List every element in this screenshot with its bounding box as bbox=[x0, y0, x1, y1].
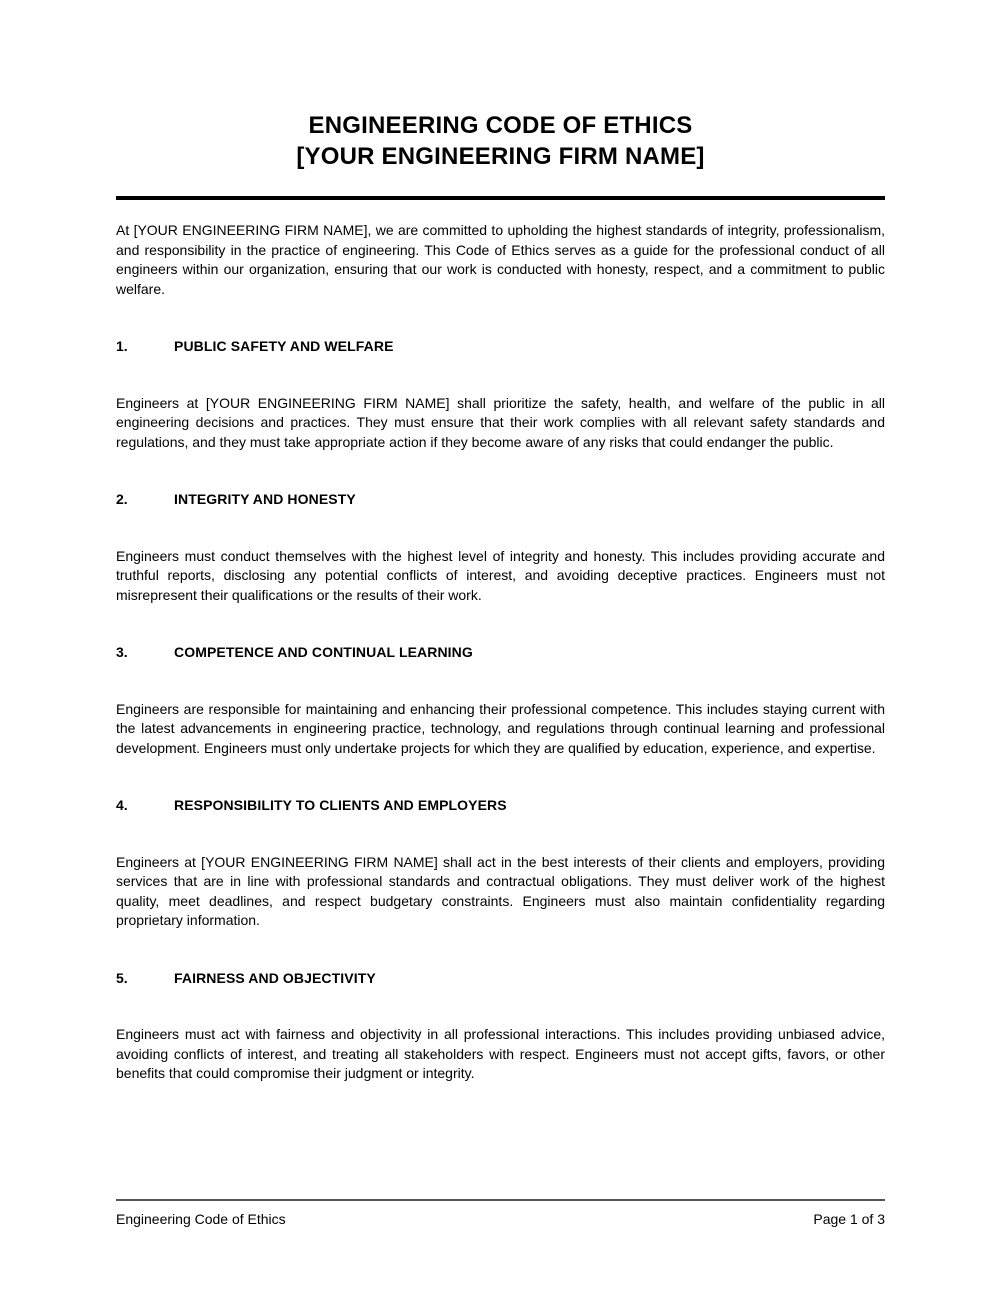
section-2-title: INTEGRITY AND HONESTY bbox=[174, 491, 356, 507]
section-3-title: COMPETENCE AND CONTINUAL LEARNING bbox=[174, 644, 473, 660]
document-body bbox=[116, 0, 885, 1098]
section-4-body: Engineers at [YOUR ENGINEERING FIRM NAME] shall act in the best interests of their clients and employers, providing services that are in line with professional standards and contractual obligations. They must deliver work of the highest quality, meet deadlines, and respect budgetary constraints. Engineers must also maintain confidentiality regarding proprietary information. bbox=[116, 853, 885, 928]
section-1 bbox=[116, 337, 885, 452]
section-1-heading bbox=[116, 337, 885, 357]
section-3-heading bbox=[116, 643, 885, 663]
section-3-number: 3. bbox=[116, 644, 128, 660]
footer-divider-rule bbox=[116, 1199, 885, 1201]
section-4 bbox=[116, 796, 885, 931]
section-2-number: 2. bbox=[116, 491, 128, 507]
section-3-body: Engineers are responsible for maintaining and enhancing their professional competence. This includes staying current with the latest advancements in engineering practice, technology, and regulations through continual learning and professional development. Engineers must only undertake projects for which they are qualified by education, experience, and expertise. bbox=[116, 700, 885, 756]
document-title-line-1: ENGINEERING CODE OF ETHICS bbox=[308, 112, 693, 139]
section-1-body: Engineers at [YOUR ENGINEERING FIRM NAME] shall prioritize the safety, health, and welfare of the public in all engineering decisions and practices. They must ensure that their work complies with all relevant safety standards and regulations, and they must take appropriate action if they become aware of any risks that could endanger the public. bbox=[116, 394, 885, 450]
page-footer bbox=[116, 1199, 885, 1228]
intro-paragraph: At [YOUR ENGINEERING FIRM NAME], we are committed to upholding the highest standards of integrity, professionalism, and responsibility in the practice of engineering. This Code of Ethics serves as a guide for the professional conduct of all engineers within our organization, ensuring that our work is conducted with honesty, respect, and a commitment to public welfare. bbox=[116, 222, 885, 297]
section-3 bbox=[116, 643, 885, 758]
section-2-heading bbox=[116, 490, 885, 510]
section-5-number: 5. bbox=[116, 969, 128, 986]
title-divider-rule bbox=[116, 196, 885, 200]
document-title-line-2: [YOUR ENGINEERING FIRM NAME] bbox=[296, 143, 705, 170]
footer-page-number: Page 1 of 3 bbox=[813, 1211, 885, 1227]
section-2-body: Engineers must conduct themselves with the highest level of integrity and honesty. This includes providing accurate and truthful reports, disclosing any potential conflicts of interest, and avoiding deceptive practices. Engineers must not misrepresent their qualifications or the results of their work. bbox=[116, 547, 885, 603]
section-5-title: FAIRNESS AND OBJECTIVITY bbox=[174, 969, 376, 986]
section-1-title: PUBLIC SAFETY AND WELFARE bbox=[174, 338, 394, 354]
footer-row bbox=[116, 1210, 885, 1228]
section-5 bbox=[116, 969, 885, 1084]
section-5-body: Engineers must act with fairness and objectivity in all professional interactions. This includes providing unbiased advice, avoiding conflicts of interest, and treating all stakeholders with respect. Engineers must not accept gifts, favors, or other benefits that could compromise their judgment or integrity. bbox=[116, 1026, 885, 1081]
section-2 bbox=[116, 490, 885, 605]
document-title-block bbox=[116, 0, 885, 200]
section-5-heading bbox=[116, 969, 885, 989]
section-4-number: 4. bbox=[116, 797, 128, 813]
footer-document-name: Engineering Code of Ethics bbox=[116, 1211, 286, 1227]
section-4-title: RESPONSIBILITY TO CLIENTS AND EMPLOYERS bbox=[174, 797, 507, 813]
section-1-number: 1. bbox=[116, 338, 128, 354]
section-4-heading bbox=[116, 796, 885, 816]
